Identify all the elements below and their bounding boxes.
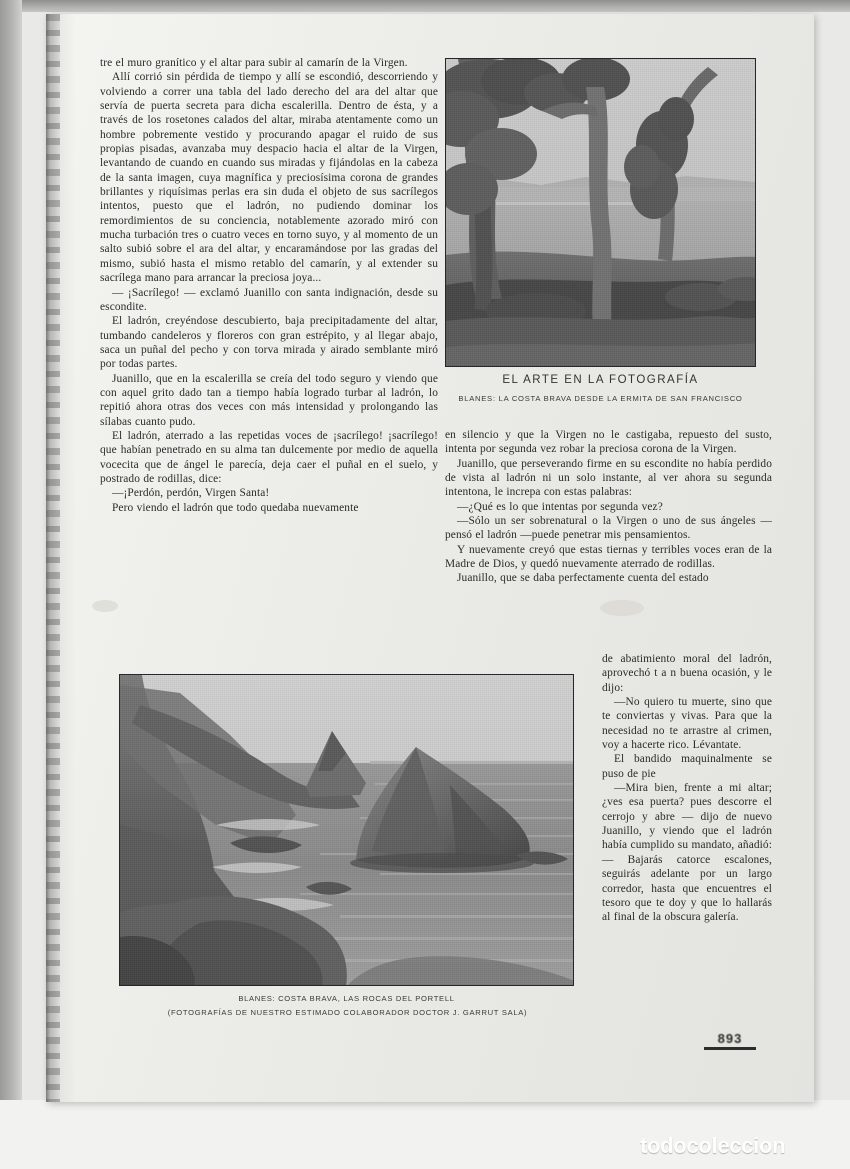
photo-top-caption-subtitle: BLANES: LA COSTA BRAVA DESDE LA ERMITA DE SAN FRANCISCO	[458, 394, 743, 403]
paragraph: El ladrón, aterrado a las repetidas voces de ¡sacrílego! ¡sacrílego! que habían penetrado en su alma tan dulcemente por medio de aquella vocecita que de ángel le parecía, deja caer el puñal en el suelo, y postrado de rodillas, dice:	[100, 429, 438, 485]
paragraph: Juanillo, que perseverando firme en su escondite no había perdido de vista al ladrón ni un solo instante, al ver ahora su segunda intentona, le increpa con estas palabras:	[445, 457, 772, 499]
paragraph: —No quiero tu muerte, sino que te conviertas y vivas. Para que la necesidad no te arrastre al crimen, voy a hacerte rico. Lévantate.	[602, 696, 772, 752]
paragraph: —¡Perdón, perdón, Virgen Santa!	[112, 487, 270, 500]
paragraph: El bandido maquinalmente se puso de pie	[602, 753, 772, 780]
scanner-backdrop-top	[0, 0, 850, 12]
scanner-backdrop-left	[0, 0, 22, 1105]
folio-rule	[704, 1047, 756, 1050]
paragraph: Juanillo, que en la escalerilla se creía del todo seguro y viendo que con aquel grito dado tan a tiempo había logrado turbar al ladrón, lo repitió ahora otras dos veces con más intensidad y prolongando las sílabas cuanto pudo.	[100, 372, 438, 428]
torn-paper-edge	[46, 14, 76, 1102]
right-text-column	[445, 428, 772, 586]
left-text-column	[100, 56, 438, 515]
photo-bottom-svg	[120, 675, 574, 986]
page-fold-shadow	[46, 14, 50, 1102]
page-folio	[704, 1031, 756, 1050]
paragraph: El ladrón, creyéndose descubierto, baja precipitadamente del altar, tumbando candeleros y floreros con gran estrépito, y al llegar abajo, saca un puñal del pecho y con torva mirada y airado semblante miró por todas partes.	[100, 315, 438, 371]
paragraph: de abatimiento moral del ladrón, aprovechó t a n buena ocasión, y le dijo:	[602, 653, 772, 694]
photo-top-artwork	[446, 59, 755, 366]
photo-costa-brava-ermita	[445, 58, 756, 367]
photo-top-caption-title: EL ARTE EN LA FOTOGRAFÍA	[502, 374, 699, 386]
paragraph: —Mira bien, frente a mi altar; ¿ves esa puerta? pues descorre el cerrojo y abre — dijo de nuevo Juanillo, y viendo que el ladrón había cumplido su mandato, añadió:— Bajarás catorce escalones, seguirás adelante por un largo corredor, hasta que encuentres el tesoro que te doy y que lo hallarás al final de la obscura galería.	[602, 782, 772, 924]
paragraph: —Sólo un ser sobrenatural o la Virgen o uno de sus ángeles —pensó el ladrón —puede penetrar mis pensamientos.	[445, 515, 772, 542]
page-content	[100, 56, 772, 1066]
paragraph: Pero viendo el ladrón que todo quedaba nuevamente	[112, 501, 359, 514]
photo-bottom-artwork	[120, 675, 573, 985]
right-narrow-text-column	[602, 652, 772, 925]
paragraph: Y nuevamente creyó que estas tiernas y terribles voces eran de la Madre de Dios, y quedó nuevamente aterrado de rodillas.	[445, 543, 772, 571]
photo-rocas-del-portell	[119, 674, 574, 986]
photo-bottom-caption-line2: (FOTOGRAFÍAS DE NUESTRO ESTIMADO COLABORADOR DOCTOR J. GARRUT SALA)	[167, 1008, 528, 1017]
todocoleccion-watermark: todocoleccion	[640, 1133, 786, 1158]
photo-bottom-caption-line1: BLANES: COSTA BRAVA, LAS ROCAS DEL PORTELL	[238, 994, 455, 1003]
paragraph: en silencio y que la Virgen no le castigaba, repuesto del susto, intenta por segunda vez robar la preciosa corona de la Virgen.	[445, 429, 772, 456]
photo-top-svg	[446, 59, 756, 367]
paragraph: Juanillo, que se daba perfectamente cuenta del estado	[457, 572, 709, 585]
paragraph: tre el muro granítico y el altar para subir al camarín de la Virgen.	[100, 57, 408, 69]
paragraph: — ¡Sacrílego! — exclamó Juanillo con santa indignación, desde su escondite.	[100, 286, 438, 313]
page-number: 893	[717, 1031, 743, 1046]
paragraph: —¿Qué es lo que intentas por segunda vez?	[457, 500, 663, 513]
paragraph: Allí corrió sin pérdida de tiempo y allí se escondió, descorriendo y volviendo a correr una tabla del lado derecho del ara del altar que servía de puerta secreta para dicha escalerilla. Dentro de ésta, y a través de los rosetones calados del altar, miraba atentamente como un hombre pobremente vestido y procurando apagar el ruido de sus propias pisadas, avanzaba muy despacio hacia el altar de la Virgen, levantando de cuando en cuando sus miradas y fijándolas en la cabeza de la santa imagen, cuya magnífica y preciosísima corona de grandes brillantes y riquísimas perlas era sin duda el objeto de sus sacrílegos intentos, puesto que el ladrón, no pudiendo dominar los remordimientos de su conciencia, notablemente azorado miró con mucha turbación tres o cuatro veces en torno suyo, y al momento de un salto subió sobre el ara del altar, y encaramándose por las gradas del mismo, subió hasta el mismo retablo del camarín, y al extender su sacrílega mano para arrancar la preciosa joya...	[100, 71, 438, 285]
